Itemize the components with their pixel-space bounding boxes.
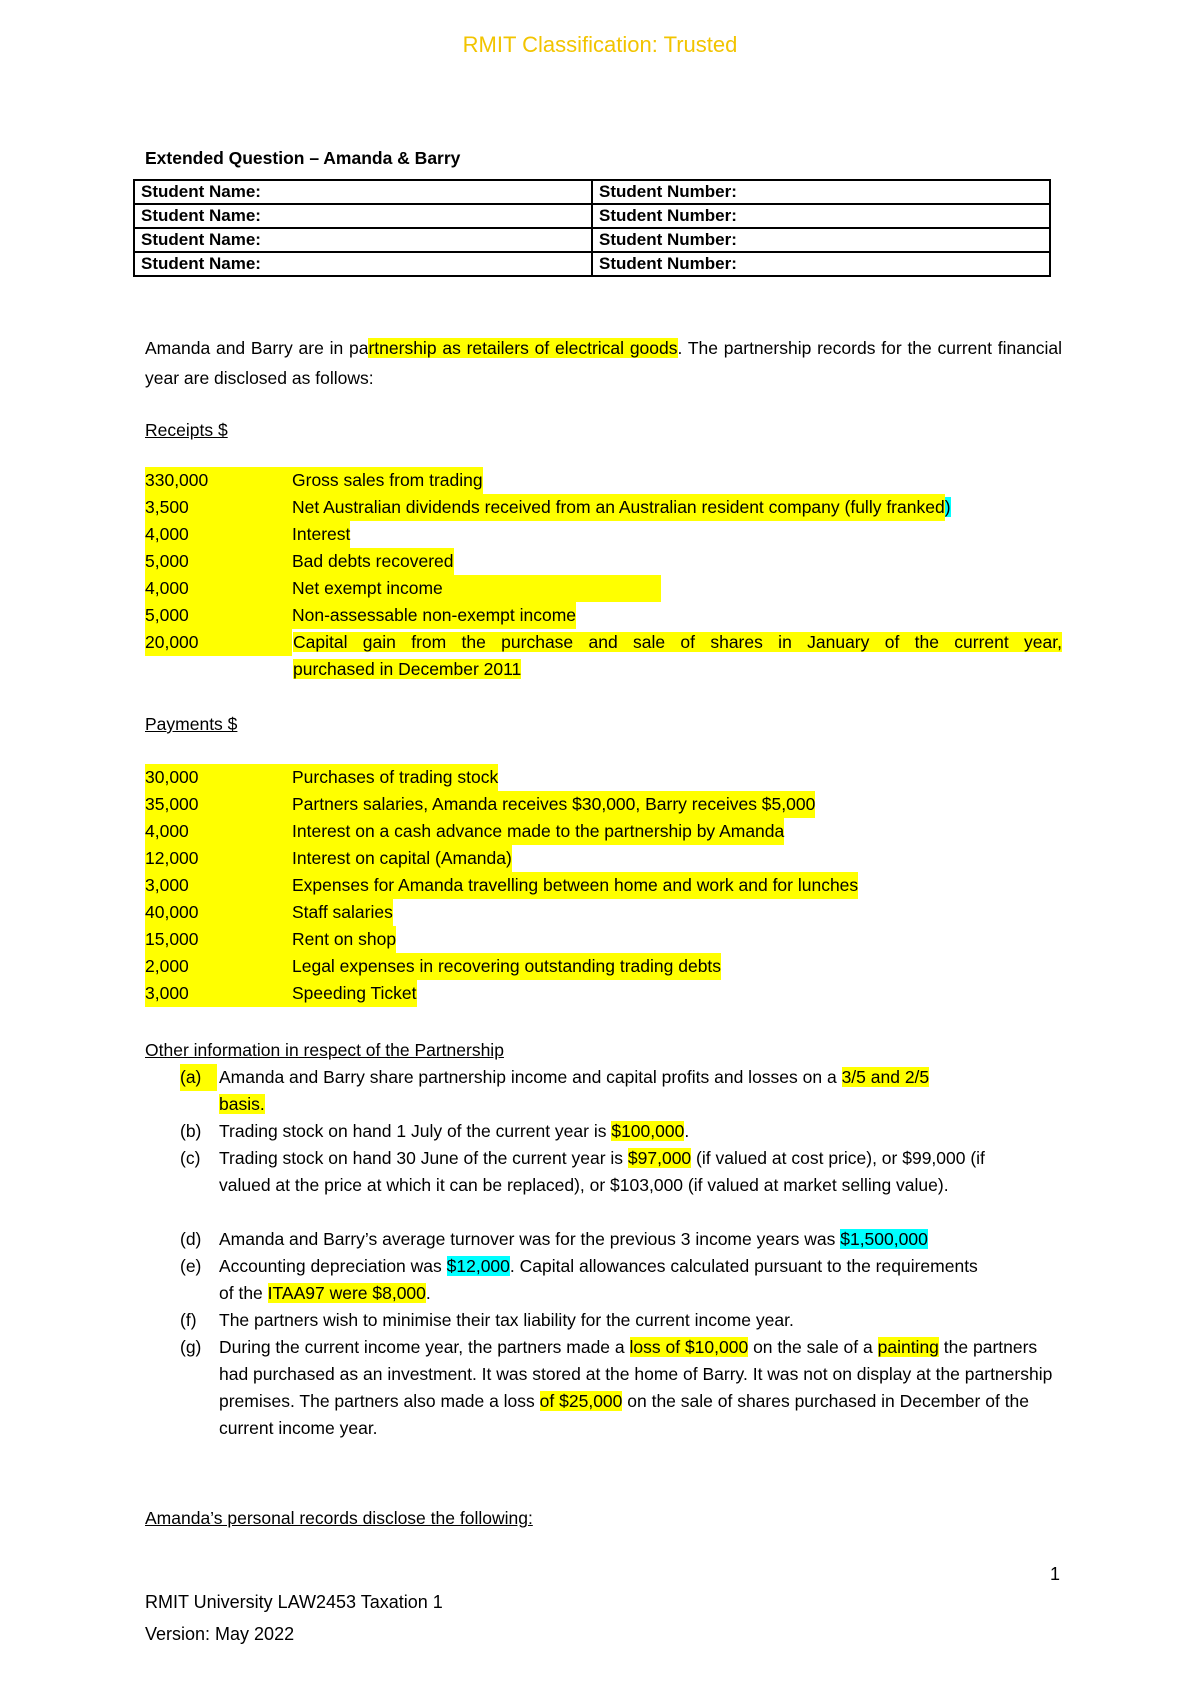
item-text-part: Amanda and Barry share partnership income and capital profits and losses on a (219, 1067, 842, 1087)
item-label: (e) (180, 1256, 202, 1276)
receipt-desc-multiline (293, 629, 1062, 683)
payment-amount: 15,000 (145, 926, 292, 953)
payment-row (145, 818, 784, 845)
student-name-cell: Student Name: (134, 180, 592, 204)
receipt-desc: Non-assessable non-exempt income (292, 602, 576, 629)
item-text-part: . (425, 1283, 431, 1303)
item-text-part: . (684, 1121, 690, 1141)
item-text-part: Trading stock on hand 30 June of the current year is (219, 1148, 628, 1168)
receipt-row (145, 602, 576, 629)
payment-row (145, 899, 393, 926)
footer-line-2: Version: May 2022 (145, 1624, 295, 1644)
item-label: (f) (180, 1310, 197, 1330)
payment-row (145, 872, 858, 899)
student-number-cell: Student Number: (592, 228, 1050, 252)
item-text-part: Accounting depreciation was (219, 1256, 447, 1276)
receipt-amount: 5,000 (145, 548, 292, 575)
payment-amount: 2,000 (145, 953, 292, 980)
receipt-row (145, 629, 292, 656)
payment-amount: 30,000 (145, 764, 292, 791)
receipt-desc-continued: purchased in December 2011 (293, 659, 522, 679)
item-highlight: painting (877, 1337, 939, 1357)
payments-heading: Payments $ (145, 714, 238, 734)
item-label: (d) (180, 1229, 202, 1249)
item-highlight: $1,500,000 (840, 1229, 928, 1249)
payment-amount: 4,000 (145, 818, 292, 845)
item-label: (b) (180, 1121, 202, 1141)
item-text (219, 1145, 1039, 1199)
payment-amount: 3,000 (145, 980, 292, 1007)
payment-row (145, 980, 417, 1007)
page-number: 1 (1050, 1564, 1061, 1584)
payment-desc: Interest on capital (Amanda) (292, 845, 512, 872)
payment-desc: Interest on a cash advance made to the partnership by Amanda (292, 818, 784, 845)
item-highlight: $97,000 (627, 1148, 692, 1168)
item-highlight: 3/5 and 2/5 (841, 1067, 930, 1087)
item-highlight: loss of $10,000 (629, 1337, 749, 1357)
receipt-amount: 5,000 (145, 602, 292, 629)
receipt-amount: 3,500 (145, 494, 292, 521)
receipt-row (145, 521, 350, 548)
intro-paragraph (145, 333, 1062, 393)
item-text-part: Amanda and Barry’s average turnover was for the previous 3 income years was (219, 1229, 841, 1249)
receipt-row (145, 575, 661, 602)
student-number-cell: Student Number: (592, 252, 1050, 276)
payment-amount: 3,000 (145, 872, 292, 899)
student-name-cell: Student Name: (134, 228, 592, 252)
receipt-amount: 330,000 (145, 467, 292, 494)
student-name-cell: Student Name: (134, 204, 592, 228)
payment-desc: Rent on shop (292, 926, 396, 953)
item-label: (a) (180, 1064, 217, 1091)
receipt-desc: Capital gain from the purchase and sale of shares in January of the current year, (293, 632, 1062, 652)
intro-text-end: . The partnership records for the current financial year are disclosed as follows: (145, 338, 1062, 388)
item-text-part: on the sale of shares purchased in December of the current income year. (219, 1391, 1030, 1438)
amanda-records-heading: Amanda’s personal records disclose the following: (145, 1508, 533, 1528)
other-info-heading: Other information in respect of the Partnership (145, 1040, 504, 1060)
item-label: (c) (180, 1148, 201, 1168)
intro-highlight: rtnership as retailers of electrical goods (368, 338, 678, 358)
item-text (219, 1064, 1059, 1118)
item-highlight: of $25,000 (539, 1391, 623, 1411)
item-text (219, 1118, 1059, 1145)
receipt-row (145, 548, 454, 575)
receipt-desc: Bad debts recovered (292, 548, 454, 575)
item-text-part: The partners wish to minimise their tax liability for the current income year. (219, 1310, 794, 1330)
receipt-row (145, 494, 951, 521)
item-text-part: on the sale of a (748, 1337, 878, 1357)
payment-desc: Speeding Ticket (292, 980, 417, 1007)
item-text-part: Trading stock on hand 1 July of the current year is (219, 1121, 612, 1141)
item-text-part: During the current income year, the partners made a (219, 1337, 630, 1357)
receipt-amount: 20,000 (145, 629, 292, 656)
item-text-part: the partners had purchased as an investment. It was stored at the home of Barry. It was not on display at the partnership premises. The partners also made a loss (219, 1337, 1053, 1411)
item-text-part: (if valued at cost price), or $99,000 (if valued at the price at which it can be replaced), or $103,000 (if valued at market selling value). (219, 1148, 985, 1195)
student-number-cell: Student Number: (592, 180, 1050, 204)
item-text (219, 1253, 989, 1307)
payment-amount: 35,000 (145, 791, 292, 818)
payment-desc: Staff salaries (292, 899, 393, 926)
item-highlight: $12,000 (446, 1256, 510, 1276)
student-table (133, 179, 1051, 277)
payment-desc: Partners salaries, Amanda receives $30,000, Barry receives $5,000 (292, 791, 815, 818)
item-highlight: ITAA97 were $8,000 (267, 1283, 426, 1303)
payment-row (145, 764, 498, 791)
payment-row (145, 926, 396, 953)
table-row (134, 180, 1050, 204)
footer-line-1: RMIT University LAW2453 Taxation 1 (145, 1592, 443, 1612)
item-highlight: basis. (219, 1094, 265, 1114)
item-text (219, 1226, 1059, 1253)
item-text (219, 1307, 1059, 1334)
payment-desc: Expenses for Amanda travelling between home and work and for lunches (292, 872, 858, 899)
payment-amount: 12,000 (145, 845, 292, 872)
receipt-row (145, 467, 483, 494)
student-number-cell: Student Number: (592, 204, 1050, 228)
receipt-amount: 4,000 (145, 575, 292, 602)
item-label: (g) (180, 1337, 202, 1357)
payment-row (145, 845, 512, 872)
receipts-heading: Receipts $ (145, 420, 228, 440)
item-text-part: . Capital allowances calculated pursuant to the requirements of the (219, 1256, 978, 1303)
table-row (134, 228, 1050, 252)
intro-text: Amanda and Barry are in pa (145, 338, 369, 358)
table-row (134, 252, 1050, 276)
payment-row (145, 791, 815, 818)
receipt-desc-tail: ) (944, 497, 951, 517)
receipt-desc: Interest (292, 521, 350, 548)
receipt-desc: Net Australian dividends received from an Australian resident company (fully franked (292, 494, 945, 521)
item-text (219, 1334, 1059, 1442)
payment-desc: Purchases of trading stock (292, 764, 498, 791)
student-name-cell: Student Name: (134, 252, 592, 276)
payment-row (145, 953, 721, 980)
payment-desc: Legal expenses in recovering outstanding trading debts (292, 953, 721, 980)
document-title: Extended Question – Amanda & Barry (145, 148, 461, 168)
receipt-desc: Gross sales from trading (292, 467, 483, 494)
item-highlight: $100,000 (611, 1121, 685, 1141)
receipt-amount: 4,000 (145, 521, 292, 548)
table-row (134, 204, 1050, 228)
payment-amount: 40,000 (145, 899, 292, 926)
classification-header: RMIT Classification: Trusted (462, 32, 738, 57)
receipt-desc: Net exempt income (292, 575, 661, 602)
